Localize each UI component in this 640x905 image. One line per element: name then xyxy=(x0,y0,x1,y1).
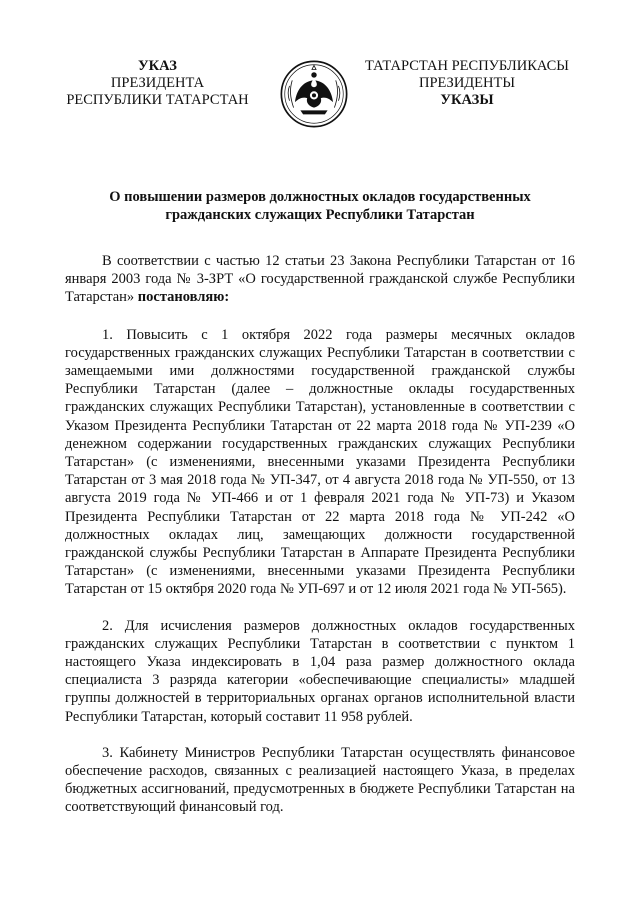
header-right-line2: ПРЕЗИДЕНТЫ xyxy=(418,75,516,91)
title-line2: гражданских служащих Республики Татарстан xyxy=(165,207,475,223)
header-left-russian xyxy=(55,58,260,109)
intro-decree-word: постановляю xyxy=(137,289,225,306)
intro-colon: : xyxy=(224,289,230,306)
paragraph-2: 2. Для исчисления размеров должностных окладов государственных гражданских служащих Республики Татарстан в соответствии с пунктом 1 настоящего Указа индексировать в 1,04 раза размер должностного оклада специалиста 3 разряда категории «обеспечивающие специалисты» младшей группы должностей в территориальных органах органов исполнительной власти Республики Татарстан, который составит 11 958 рублей. xyxy=(65,617,575,725)
paragraph-intro xyxy=(65,252,575,307)
header-left-line1: УКАЗ xyxy=(138,58,177,74)
paragraph-3: 3. Кабинету Министров Республики Татарстан осуществлять финансовое обеспечение расходов, связанных с реализацией настоящего Указа, в пределах бюджетных ассигнований, предусмотренных в бюджете Республики Татарстан на соответствующий финансовый год. xyxy=(65,744,575,816)
header-right-line1: ТАТАРСТАН РЕСПУБЛИКАСЫ xyxy=(365,58,569,74)
intro-text: В соответствии с частью 12 статьи 23 Закона Республики Татарстан от 16 января 2003 года № 3-ЗРТ «О государственной гражданской службе Республики Татарстан» xyxy=(65,253,575,306)
document-header xyxy=(0,58,640,128)
paragraph-1: 1. Повысить с 1 октября 2022 года размеры месячных окладов государственных гражданских служащих Республики Татарстан в соответствии с замещаемыми ими должностями государственной гражданской службы Республики Татарстан (далее – должностные оклады государственных гражданских служащих Республики Татарстан), установленные в соответствии с Указом Президента Республики Татарстан от 22 марта 2018 года № УП-239 «О денежном содержании государственных гражданских служащих Республики Татарстан» (с изменениями, внесенными указами Президента Республики Татарстан от 3 мая 2018 года № УП-347, от 4 августа 2018 года № УП-550, от 13 августа 2019 года № УП-466 и от 1 февраля 2021 года № УП-73) и Указом Президента Республики Татарстан от 22 марта 2018 года № УП-242 «О должностных окладах лиц, замещающих должности государственной гражданской службы Республики Татарстан в Аппарате Президента Республики Татарстан» (с изменениями, внесенными указами Президента Республики Татарстан от 15 октября 2020 года № УП-697 и от 12 июля 2021 года № УП-565). xyxy=(65,326,575,598)
header-right-tatar xyxy=(358,58,576,109)
header-left-line2: ПРЕЗИДЕНТА xyxy=(110,75,205,91)
document-body xyxy=(65,252,575,835)
header-left-line3: РЕСПУБЛИКИ ТАТАРСТАН xyxy=(66,92,249,108)
tatarstan-coat-of-arms-icon xyxy=(280,60,348,128)
header-right-line3: УКАЗЫ xyxy=(440,92,494,108)
title-line1: О повышении размеров должностных окладов государственных xyxy=(109,189,531,205)
document-title xyxy=(0,188,640,224)
